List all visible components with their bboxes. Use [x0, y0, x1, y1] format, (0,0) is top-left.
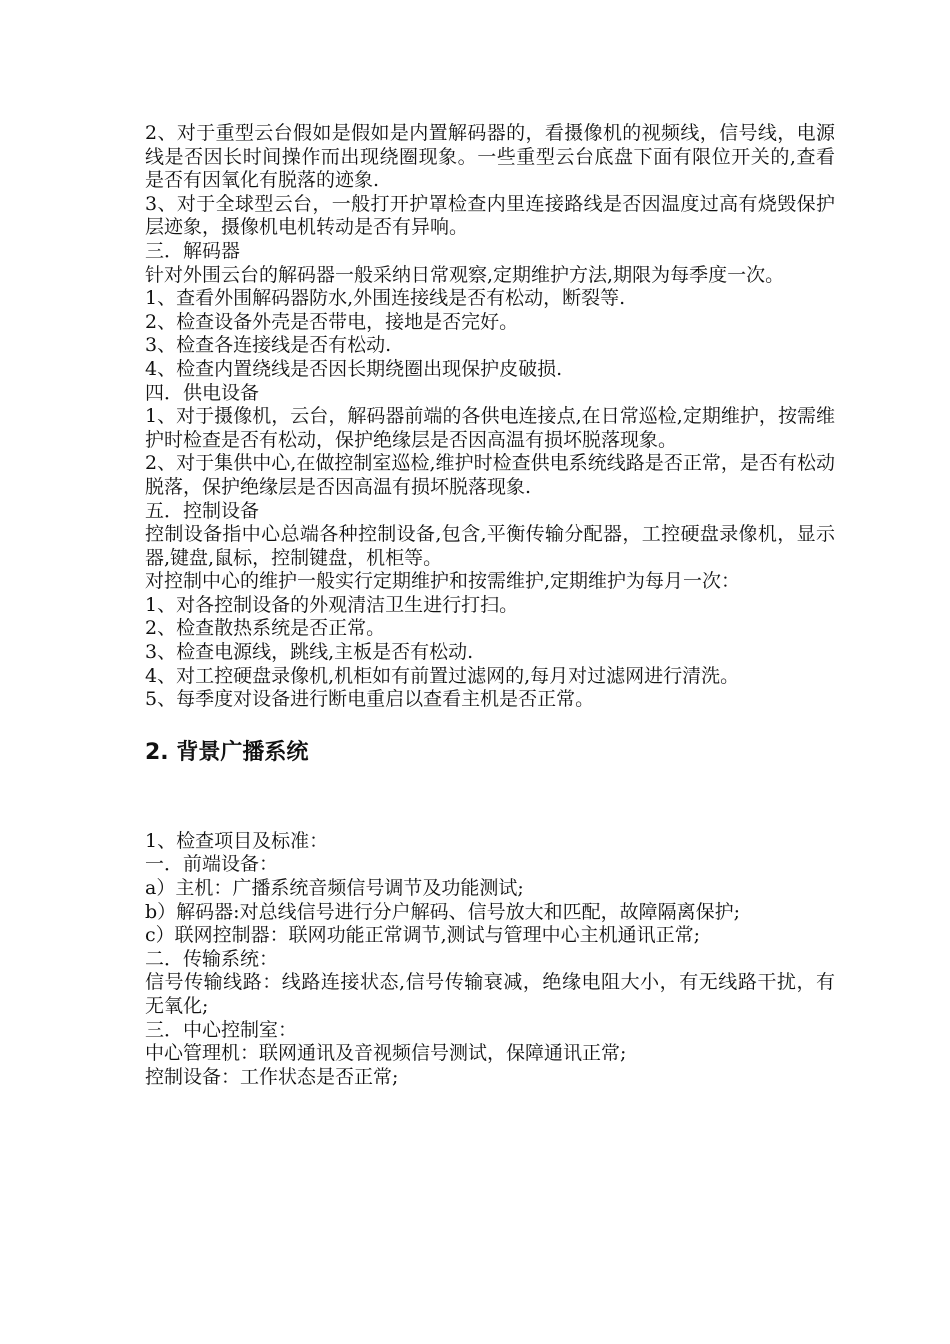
subheading-power: 四．供电设备 — [145, 381, 260, 404]
list-item: 1、对各控制设备的外观清洁卫生进行打扫。 — [145, 593, 519, 616]
subheading-decoder: 三．解码器 — [145, 239, 241, 262]
section-block-2 — [145, 830, 835, 1090]
paragraph: 3、对于全球型云台，一般打开护罩检查内里连接路线是否因温度过高有烧毁保护层迹象，摄像机电机转动是否有异响。 — [145, 192, 835, 239]
spacer — [145, 768, 835, 830]
subheading-frontend: 一．前端设备： — [145, 853, 279, 876]
list-item: a）主机：广播系统音频信号调节及功能测试; — [145, 877, 524, 900]
paragraph: 针对外围云台的解码器一般采纳日常观察,定期维护方法,期限为每季度一次。 — [145, 263, 785, 286]
subheading-transmission: 二．传输系统： — [145, 947, 279, 970]
subheading-control: 五．控制设备 — [145, 499, 260, 522]
paragraph: 控制设备：工作状态是否正常; — [145, 1065, 399, 1088]
paragraph: 控制设备指中心总端各种控制设备,包含,平衡传输分配器，工控硬盘录像机，显示器,键盘,鼠标，控制键盘，机柜等。 — [145, 523, 835, 569]
subheading-control-room: 三．中心控制室： — [145, 1018, 298, 1041]
list-item: c）联网控制器：联网功能正常调节,测试与管理中心主机通讯正常; — [145, 924, 701, 947]
paragraph: 中心管理机：联网通讯及音视频信号测试，保障通讯正常; — [145, 1042, 627, 1065]
list-item: 5、每季度对设备进行断电重启以查看主机是否正常。 — [145, 688, 595, 711]
paragraph: 1、检查项目及标准： — [145, 829, 329, 852]
section-block-1 — [145, 122, 835, 712]
document-page — [145, 122, 835, 1089]
list-item: 2、检查设备外壳是否带电，接地是否完好。 — [145, 310, 519, 333]
list-item: 2、检查散热系统是否正常。 — [145, 617, 386, 640]
list-item: 4、检查内置绕线是否因长期绕圈出现保护皮破损. — [145, 357, 563, 380]
paragraph: 2、对于重型云台假如是假如是内置解码器的，看摄像机的视频线，信号线，电源线是否因长时间操作而出现绕圈现象。一些重型云台底盘下面有限位开关的,查看是否有因氧化有脱落的迹象. — [145, 122, 835, 192]
list-item: 3、检查电源线，跳线,主板是否有松动. — [145, 641, 474, 664]
section-heading: 2. 背景广播系统 — [145, 739, 309, 765]
list-item: 1、对于摄像机，云台，解码器前端的各供电连接点,在日常巡检,定期维护，按需维护时检查是否有松动，保护绝缘层是否因高温有损坏脱落现象。 — [145, 405, 835, 451]
list-item: 2、对于集供中心,在做控制室巡检,维护时检查供电系统线路是否正常，是否有松动脱落，保护绝缘层是否因高温有损坏脱落现象. — [145, 452, 835, 498]
paragraph: 对控制中心的维护一般实行定期维护和按需维护,定期维护为每月一次： — [145, 570, 741, 593]
spacer — [145, 712, 835, 738]
list-item: 1、查看外围解码器防水,外围连接线是否有松动，断裂等. — [145, 287, 626, 310]
list-item: 4、对工控硬盘录像机,机柜如有前置过滤网的,每月对过滤网进行清洗。 — [145, 664, 740, 687]
list-item: 3、检查各连接线是否有松动. — [145, 334, 392, 357]
paragraph: 信号传输线路：线路连接状态,信号传输衰减，绝缘电阻大小，有无线路干扰，有无氧化; — [145, 971, 835, 1017]
list-item: b）解码器:对总线信号进行分户解码、信号放大和匹配，故障隔离保护; — [145, 900, 740, 923]
